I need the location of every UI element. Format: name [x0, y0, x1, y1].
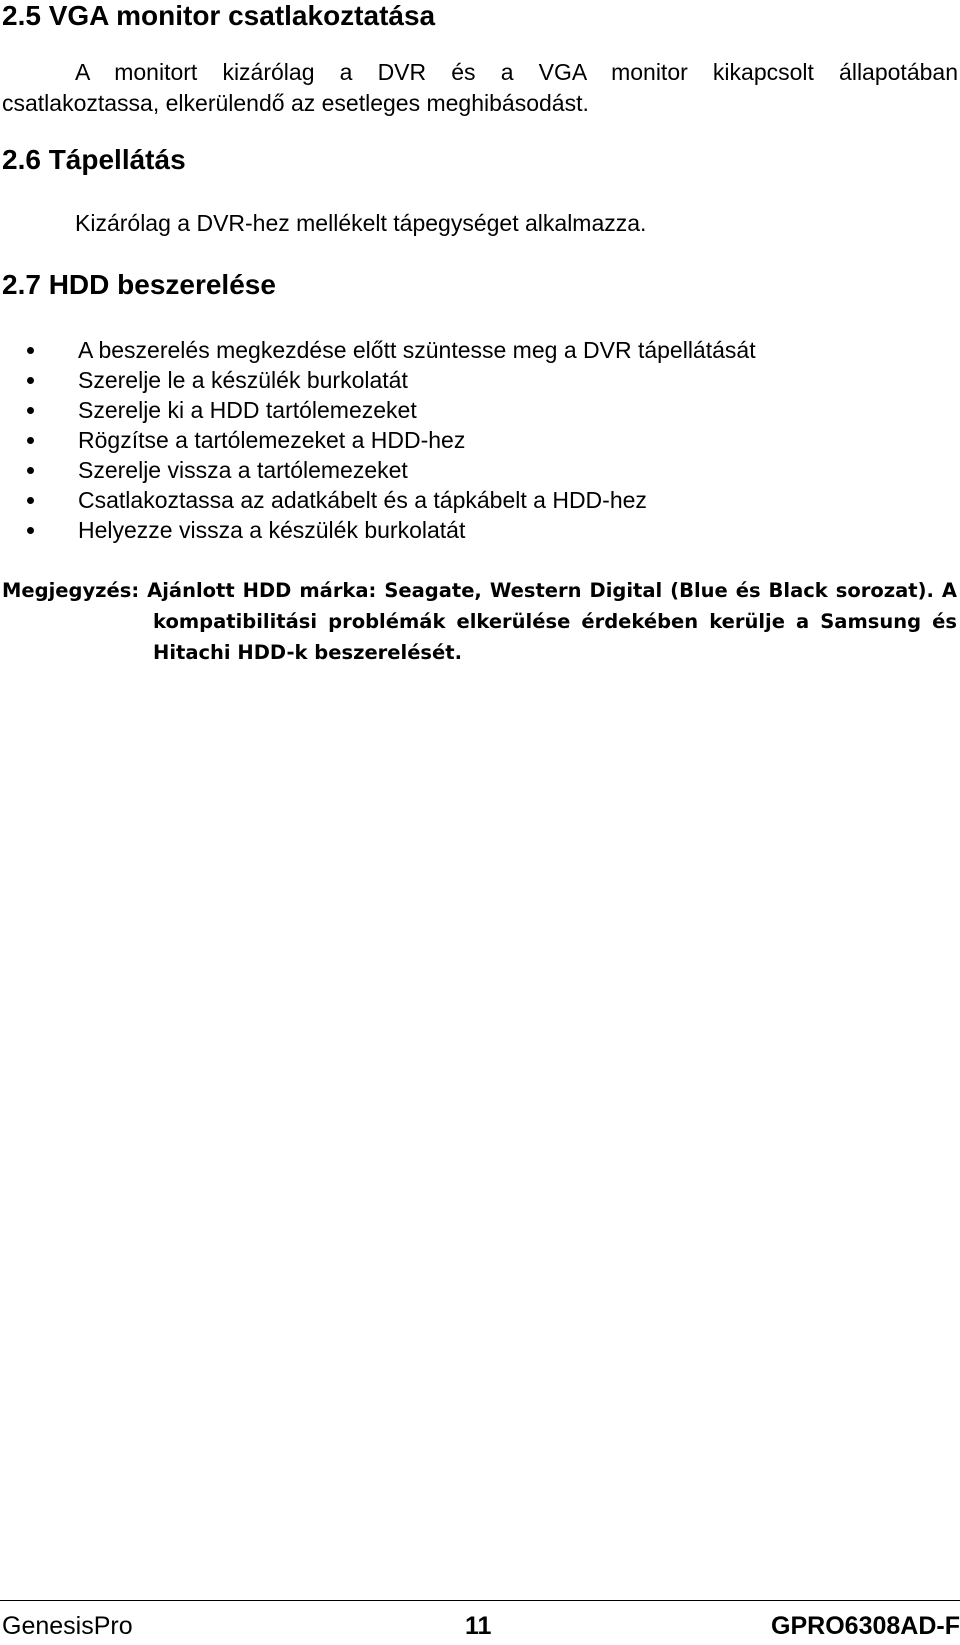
- note-continuation: kompatibilitási problémák elkerülése érdekében kerülje a Samsung és Hitachi HDD-k beszerelését.: [153, 610, 957, 664]
- footer-model: GPRO6308AD-F: [771, 1612, 960, 1640]
- note-hdd-brands: [2, 575, 957, 668]
- bullet-icon: [27, 497, 34, 504]
- paragraph-vga-line-2: csatlakoztassa, elkerülendő az esetleges meghibásodást.: [2, 90, 589, 116]
- paragraph-vga-line-1: A monitort kizárólag a DVR és a VGA monitor kikapcsolt állapotában: [75, 59, 958, 85]
- list-item: [0, 485, 756, 515]
- list-item-text: Helyezze vissza a készülék burkolatát: [78, 517, 466, 543]
- page-footer: [0, 1600, 960, 1641]
- list-item: [0, 515, 756, 545]
- hdd-install-steps-list: [0, 335, 756, 545]
- bullet-icon: [27, 407, 34, 414]
- list-item: [0, 365, 756, 395]
- bullet-icon: [27, 437, 34, 444]
- list-item-text: Rögzítse a tartólemezeket a HDD-hez: [78, 427, 466, 453]
- list-item-text: Szerelje le a készülék burkolatát: [78, 367, 408, 393]
- bullet-icon: [27, 527, 34, 534]
- list-item: [0, 335, 756, 365]
- footer-brand: GenesisPro: [2, 1612, 133, 1640]
- note-line-1: Megjegyzés: Ajánlott HDD márka: Seagate, Western Digital (Blue és Black sorozat). A: [2, 579, 957, 602]
- list-item-text: Szerelje ki a HDD tartólemezeket: [78, 397, 417, 423]
- heading-hdd-install: 2.7 HDD beszerelése: [2, 269, 276, 300]
- paragraph-power-supply: Kizárólag a DVR-hez mellékelt tápegységet alkalmazza.: [75, 210, 647, 236]
- bullet-icon: [27, 347, 34, 354]
- bullet-icon: [27, 467, 34, 474]
- list-item-text: Csatlakoztassa az adatkábelt és a tápkábelt a HDD-hez: [78, 487, 647, 513]
- list-item-text: Szerelje vissza a tartólemezeket: [78, 457, 408, 483]
- list-item: [0, 395, 756, 425]
- footer-page-number: 11: [465, 1612, 492, 1640]
- list-item: [0, 455, 756, 485]
- bullet-icon: [27, 377, 34, 384]
- heading-vga-monitor: 2.5 VGA monitor csatlakoztatása: [2, 0, 436, 31]
- heading-power-supply: 2.6 Tápellátás: [2, 144, 186, 175]
- list-item-text: A beszerelés megkezdése előtt szüntesse meg a DVR tápellátását: [78, 337, 756, 363]
- paragraph-vga-monitor: [2, 57, 958, 119]
- list-item: [0, 425, 756, 455]
